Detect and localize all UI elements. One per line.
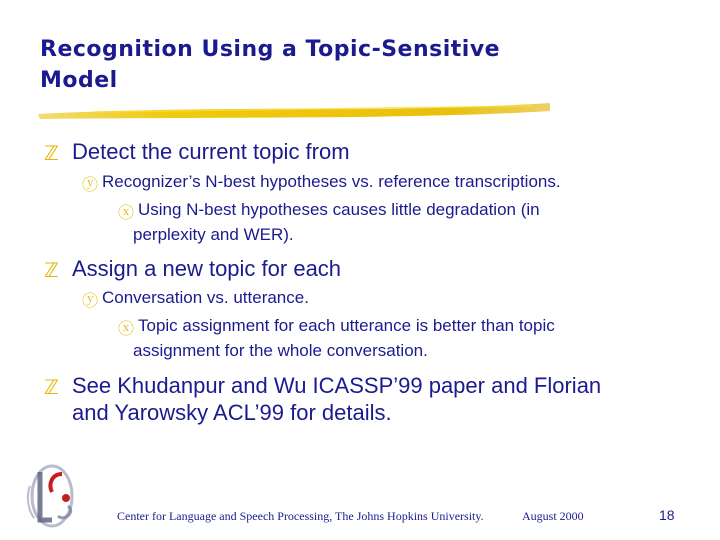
bullet-2-2-line2: assignment for the whole conversation. [133, 341, 428, 360]
title-underline-brush [34, 100, 554, 122]
bullet-1-text: Detect the current topic from [72, 139, 350, 164]
title-line-1: Recognition Using a Topic-Sensitive [40, 37, 501, 62]
bullet-3-line2: and Yarowsky ACL’99 for details. [72, 400, 392, 425]
bullet-3-line1: See Khudanpur and Wu ICASSP’99 paper and Florian [72, 373, 602, 398]
footer-institution: Center for Language and Speech Processing, The Johns Hopkins University. [117, 509, 484, 523]
bullet-y-icon: ⓨ [82, 175, 99, 194]
bullet-1-2-line2: perplexity and WER). [133, 225, 294, 244]
bullet-z-icon: ℤ [44, 375, 59, 399]
bullet-y-icon: ⓨ [82, 291, 99, 310]
bullet-2-1-text: Conversation vs. utterance. [102, 288, 309, 307]
bullet-x-icon: ⓧ [118, 319, 135, 338]
slide-title [40, 34, 640, 96]
bullet-2-2-line1: Topic assignment for each utterance is better than topic [138, 316, 555, 335]
bullet-2-text: Assign a new topic for each [72, 256, 342, 281]
bullet-z-icon: ℤ [44, 141, 59, 165]
page-number: 18 [659, 507, 675, 523]
bullet-x-icon: ⓧ [118, 203, 135, 222]
clsp-logo [22, 456, 86, 534]
bullet-z-icon: ℤ [44, 258, 59, 282]
footer-date: August 2000 [522, 509, 584, 523]
bullet-1-1-text: Recognizer’s N-best hypotheses vs. reference transcriptions. [102, 172, 561, 191]
bullet-1-2-line1: Using N-best hypotheses causes little degradation (in [138, 200, 540, 219]
title-line-2: Model [40, 68, 118, 93]
